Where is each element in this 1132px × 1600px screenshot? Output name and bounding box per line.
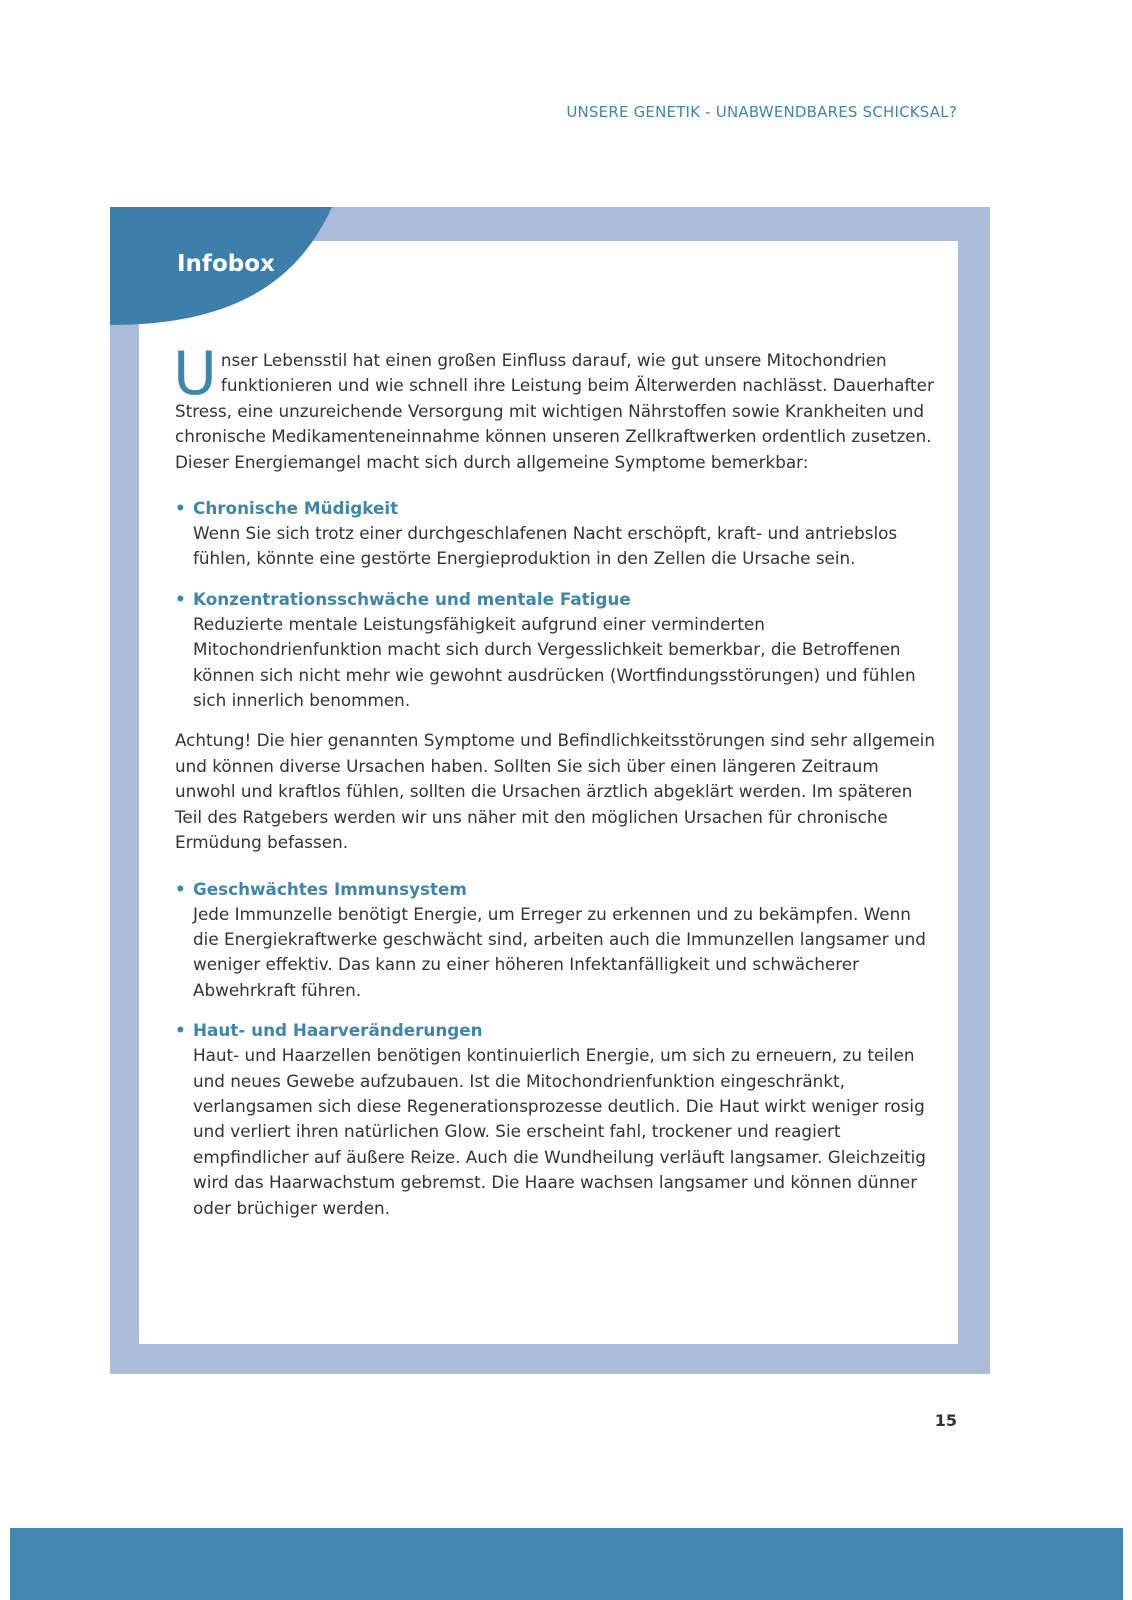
bullet-title: • Geschwächtes Immunsystem (175, 877, 935, 902)
infobox-content (173, 339, 935, 1236)
intro-paragraph (173, 339, 935, 475)
bullet-item-concentration (175, 587, 935, 714)
bullet-item-skin-hair (175, 1018, 935, 1221)
bullet-item-immune (175, 877, 935, 1004)
page-number: 15 (934, 1411, 957, 1430)
bullet-icon: • (175, 1020, 186, 1041)
footer-band (10, 1528, 1123, 1600)
bullet-icon: • (175, 588, 186, 609)
bullet-item-fatigue (175, 496, 935, 572)
bullet-title: • Chronische Müdigkeit (175, 496, 935, 521)
bullet-text: Jede Immunzelle benötigt Energie, um Erreger zu erkennen und zu bekämpfen. Wenn die Energiekraftwerke geschwächt sind, arbeiten auch die Immunzellen langsamer und weniger effektiv. Das kann zu einer höheren Infektanfälligkeit und schwächerer Abwehrkraft führen. (193, 903, 926, 1000)
bullet-text: Reduzierte mentale Leistungsfähigkeit aufgrund einer verminderten Mitochondrienfunktion macht sich durch Vergesslichkeit bemerkbar, die Betroffenen können sich nicht mehr wie gewohnt ausdrücken (Wortfindungsstörungen) und fühlen sich innerlich benommen. (193, 613, 916, 711)
running-header: UNSERE GENETIK - UNABWENDBARES SCHICKSAL? (566, 103, 957, 121)
warning-paragraph: Achtung! Die hier genannten Symptome und Befindlichkeitsstörungen sind sehr allgemein und können diverse Ursachen haben. Sollten Sie sich über einen längeren Zeitraum unwohl und kraftlos fühlen, sollten die Ursachen ärztlich abgeklärt werden. Im späteren Teil des Ratgebers werden wir uns näher mit den möglichen Ursachen für chronische Ermüdung befassen. (175, 730, 935, 853)
infobox-label: Infobox (177, 251, 275, 277)
bullet-title: • Konzentrationsschwäche und mentale Fatigue (175, 587, 935, 612)
drop-cap: U (173, 339, 217, 409)
bullet-text: Wenn Sie sich trotz einer durchgeschlafenen Nacht erschöpft, kraft- und antriebslos fühlen, könnte eine gestörte Energieproduktion in den Zellen die Ursache sein. (193, 523, 898, 569)
bullet-icon: • (175, 498, 186, 519)
bullet-title: • Haut- und Haarveränderungen (175, 1018, 935, 1043)
bullet-text: Haut- und Haarzellen benötigen kontinuierlich Energie, um sich zu erneuern, zu teilen und neues Gewebe aufzubauen. Ist die Mitochondrienfunktion eingeschränkt, verlangsamen sich diese Regenerationsprozesse deutlich. Die Haut wirkt weniger rosig und verliert ihren natürlichen Glow. Sie erscheint fahl, trockener und reagiert empfindlicher auf äußere Reize. Auch die Wundheilung verläuft langsamer. Gleichzeitig wird das Haarwachstum gebremst. Die Haare wachsen langsamer und können dünner oder brüchiger werden. (193, 1045, 926, 1218)
intro-text: nser Lebensstil hat einen großen Einfluss darauf, wie gut unsere Mitochondrien funktionieren und wie schnell ihre Leistung beim Älterwerden nachlässt. Dauerhafter Stress, eine unzureichende Versorgung mit wichtigen Nährstoffen sowie Krankheiten und chronische Medikamenteneinnahme können unseren Zellkraftwerken ordentlich zusetzen. Dieser Energiemangel macht sich durch allgemeine Symptome bemerkbar: (175, 350, 934, 472)
bullet-icon: • (175, 878, 186, 899)
